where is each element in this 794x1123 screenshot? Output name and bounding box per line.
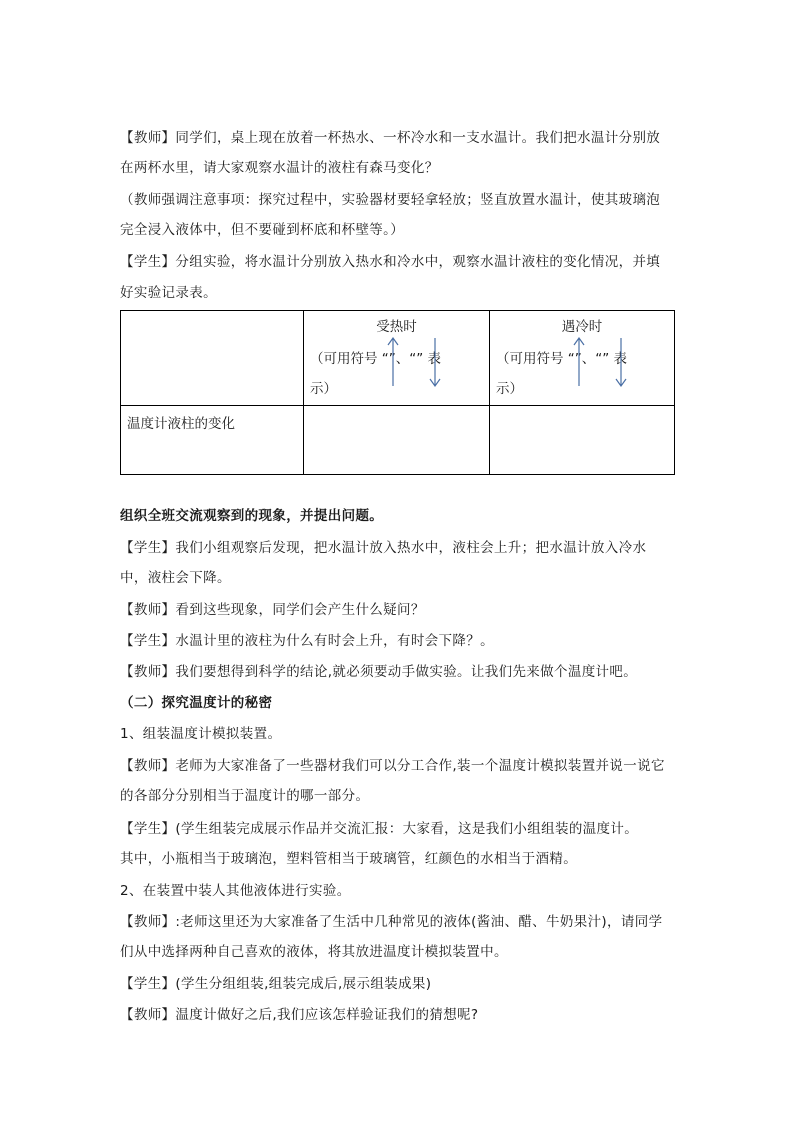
table-header-row (121, 311, 675, 406)
teacher-paragraph-5-line-2: 们从中选择两种自己喜欢的液体，将其放进温度计模拟装置中。 (120, 944, 508, 960)
step-1-heading: 1、组装温度计模拟装置。 (120, 726, 282, 742)
teacher-paragraph-1-line-2: 在两杯水里，请大家观察水温计的液柱有森马变化？ (120, 160, 439, 176)
student-paragraph-4-line-2: 其中，小瓶相当于玻璃泡，塑料管相当于玻璃管，红颜色的水相当于酒精。 (120, 851, 578, 867)
student-paragraph-2-line-1: 【学生】我们小组观察后发现，把水温计放入热水中，液柱会上升；把水温计放入冷水 (120, 540, 647, 556)
cooled-symbol-note-end: 示） (496, 381, 523, 397)
student-paragraph-4-line-1: 【学生】(学生组装完成展示作品并交流汇报：大家看，这是我们小组组装的温度计。 (120, 821, 639, 837)
teacher-paragraph-1-line-1: 【教师】同学们，桌上现在放着一杯热水、一杯冷水和一支水温计。我们把水温计分别放 (120, 130, 661, 146)
student-paragraph-2-line-2: 中，液柱会下降。 (120, 570, 231, 586)
teacher-note-line-1: （教师强调注意事项：探究过程中，实验器材要轻拿轻放；竖直放置水温计，使其玻璃泡 (120, 192, 661, 208)
teacher-paragraph-2: 【教师】看到这些现象，同学们会产生什么疑问？ (120, 602, 425, 618)
teacher-paragraph-6: 【教师】温度计做好之后,我们应该怎样验证我们的猜想呢? (120, 1007, 479, 1023)
teacher-note-line-2: 完全浸入液体中，但不要碰到杯底和杯壁等。） (120, 222, 405, 238)
cooled-result-cell (490, 406, 675, 475)
teacher-paragraph-3: 【教师】我们要想得到科学的结论,就必须要动手做实验。让我们先来做个温度计吧。 (120, 664, 638, 680)
heated-title: 受热时 (376, 319, 417, 335)
student-paragraph-1-line-1: 【学生】分组实验，将水温计分别放入热水和冷水中，观察水温计液柱的变化情况，并填 (120, 254, 661, 270)
teacher-paragraph-4-line-2: 的各部分分别相当于温度计的哪一部分。 (120, 788, 370, 804)
heated-symbol-note-end: 示） (310, 381, 337, 397)
cooled-symbol-note: （可用符号 “”、“” 表 (496, 351, 628, 367)
heated-result-cell (304, 406, 490, 475)
step-2-heading: 2、在装置中装人其他液体进行实验。 (120, 883, 351, 899)
up-arrow-icon (387, 337, 399, 387)
student-paragraph-5: 【学生】(学生分组组装,组装完成后,展示组装成果) (120, 976, 432, 992)
section-heading-discussion: 组织全班交流观察到的现象，并提出问题。 (120, 508, 384, 524)
teacher-paragraph-5-line-1: 【教师】:老师这里还为大家准备了生活中几种常见的液体(酱油、醋、牛奶果汁)，请同学 (120, 914, 663, 930)
down-arrow-icon (429, 337, 441, 387)
table-header-heated-cell (304, 311, 490, 406)
table-row (121, 406, 675, 475)
student-paragraph-1-line-2: 好实验记录表。 (120, 285, 217, 301)
table-header-empty-cell (121, 311, 304, 406)
row-label-thermometer-change: 温度计液柱的变化 (121, 406, 304, 475)
section-heading-thermometer-secret: （二）探究温度计的秘密 (120, 695, 273, 711)
up-arrow-icon (573, 337, 585, 387)
heated-symbol-note: （可用符号 “”、“” 表 (310, 351, 442, 367)
cooled-title: 遇冷时 (561, 319, 603, 335)
teacher-paragraph-4-line-1: 【教师】老师为大家准备了一些器材我们可以分工合作,装一个温度计模拟装置并说一说它 (120, 758, 665, 774)
experiment-record-table (120, 310, 675, 475)
table-header-cooled-cell (490, 311, 675, 406)
down-arrow-icon (615, 337, 627, 387)
student-paragraph-3: 【学生】水温计里的液柱为什么有时会上升，有时会下降？。 (120, 633, 494, 649)
